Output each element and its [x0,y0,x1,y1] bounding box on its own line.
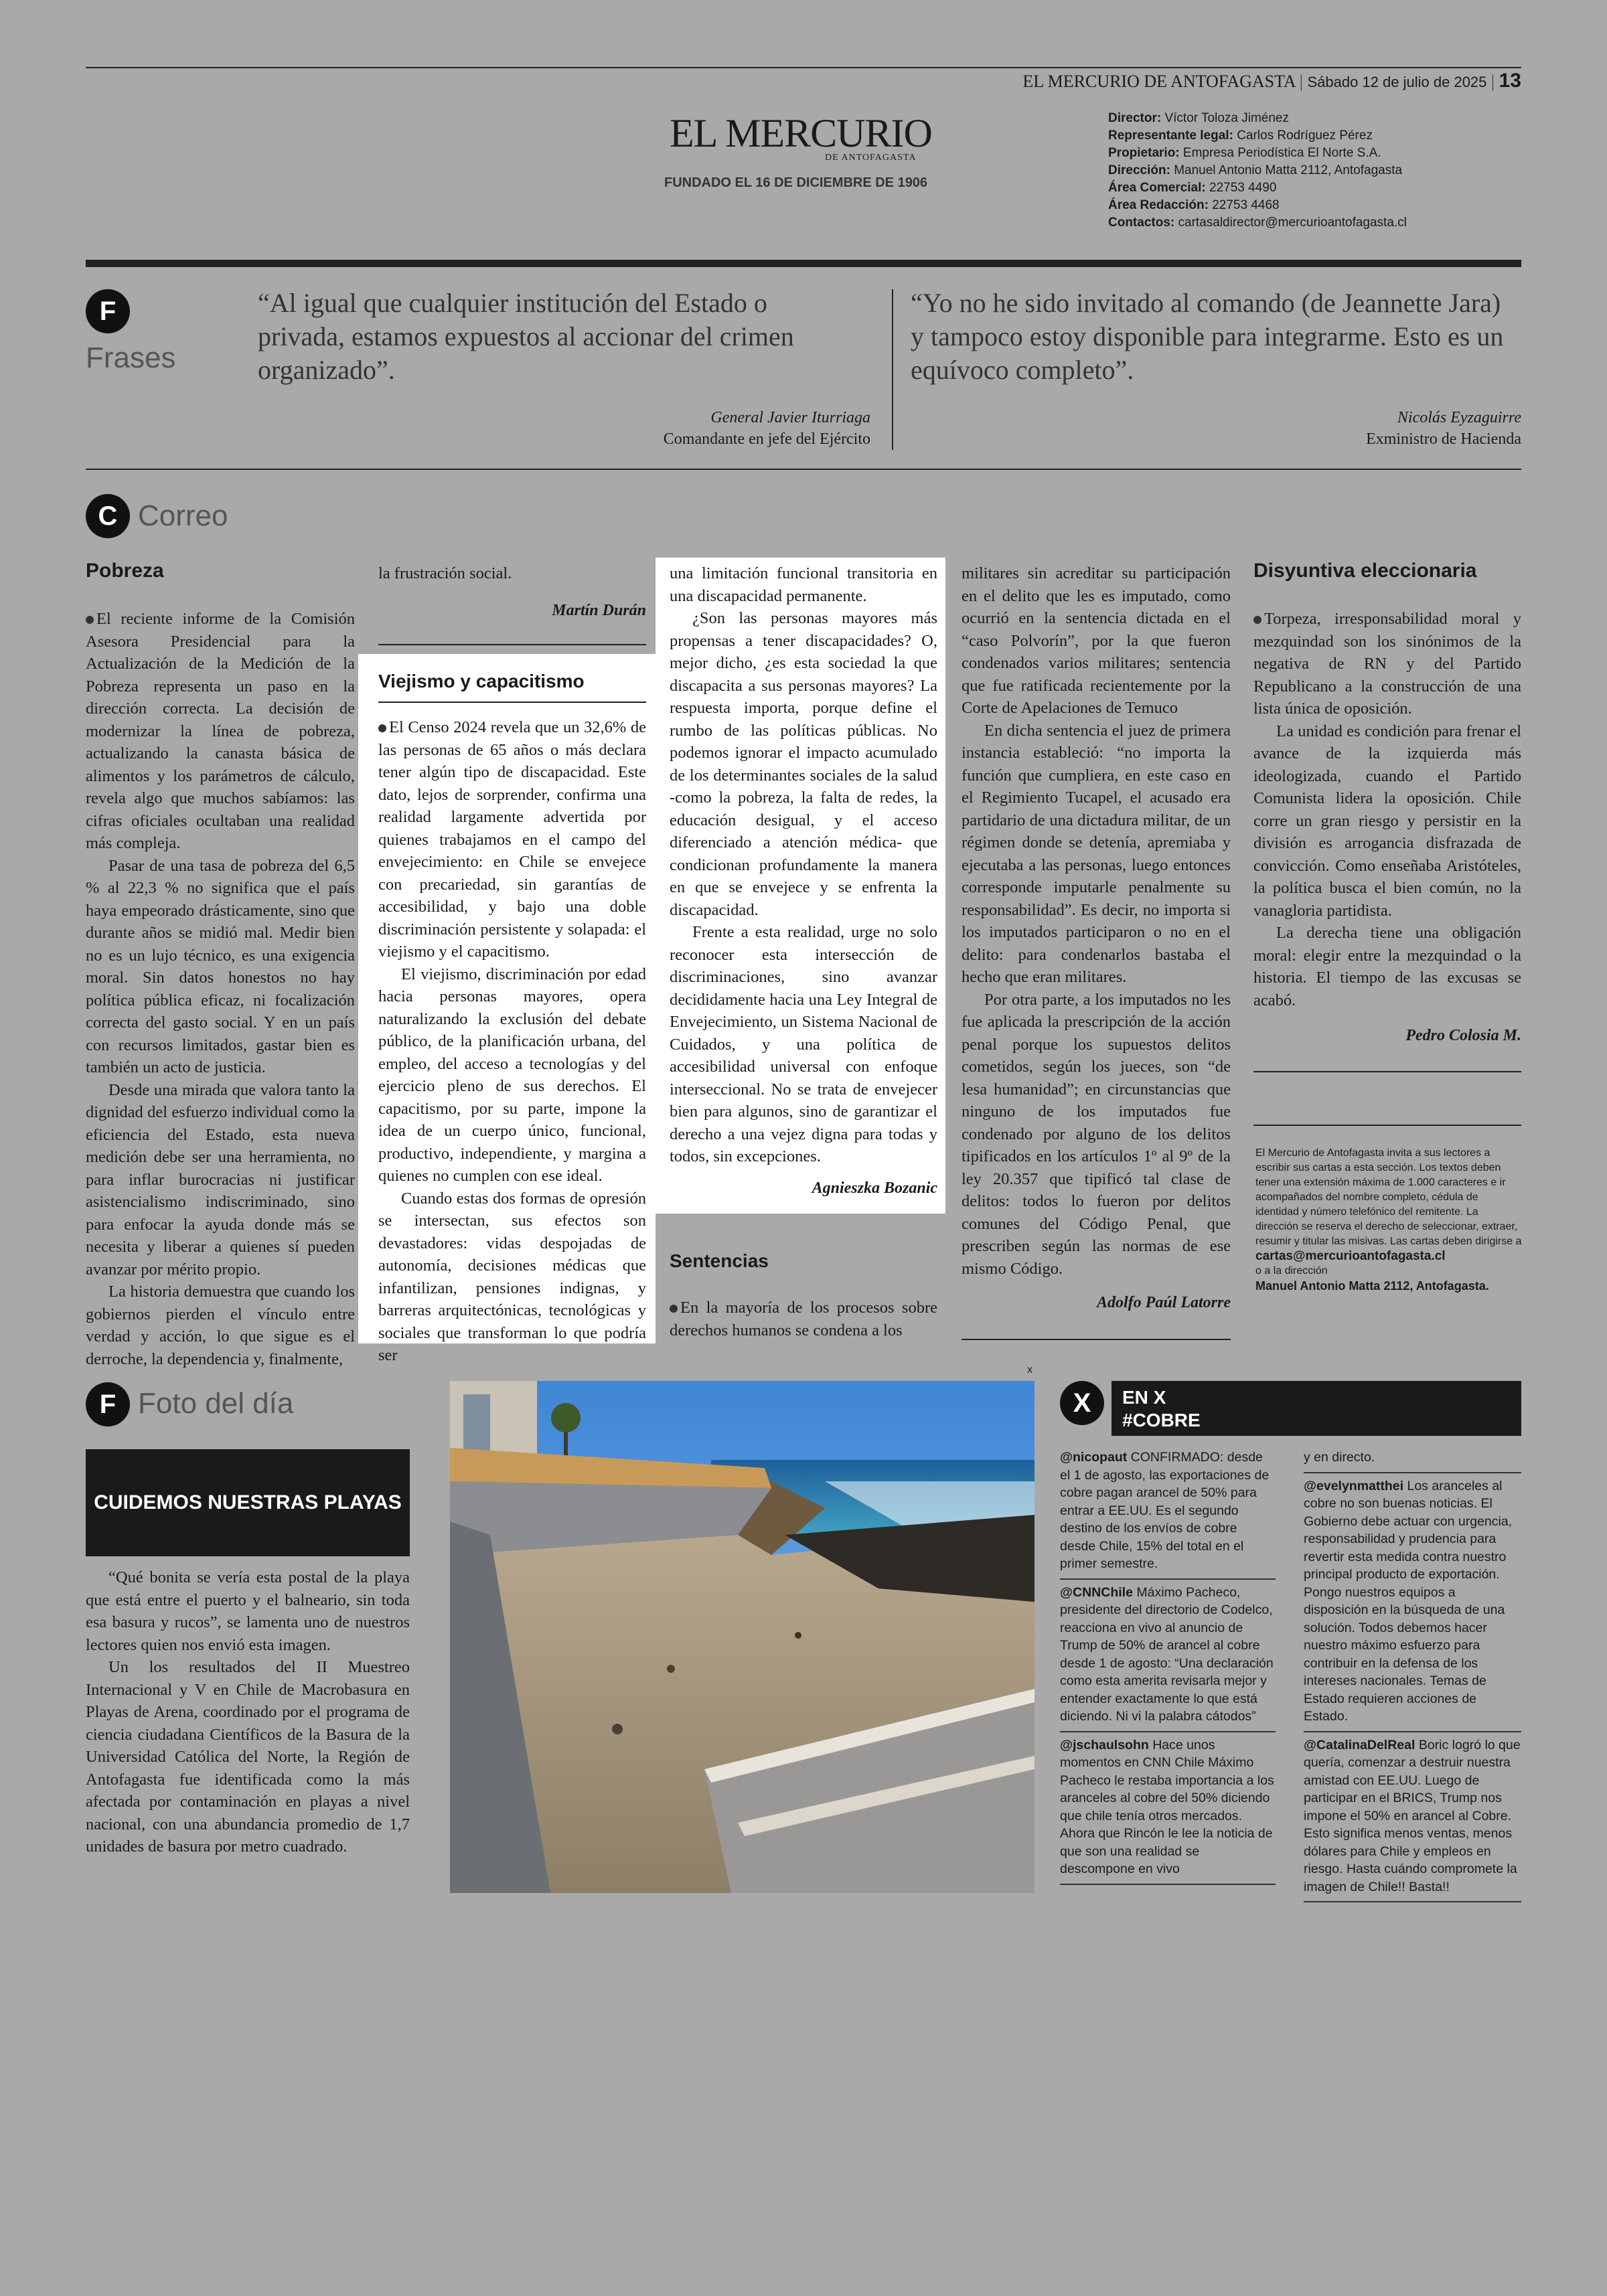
tweet-text: Hace unos momentos en CNN Chile Máximo Pacheco le restaba importancia a los aranceles al cobre del 50% diciendo que chile tenía otros mercados. Ahora que Rincón le lee la noticia de que son una realidad se descompone en vivo [1060,1737,1274,1876]
quote-1-author: General Javier Iturriaga [710,409,870,426]
masthead-value: 22753 4468 [1212,198,1280,212]
enx-title [1112,1381,1521,1436]
letters-or: o a la dirección [1255,1265,1328,1277]
running-head-date: Sábado 12 de julio de 2025 [1307,74,1487,90]
sentencias-title: Sentencias [670,1250,769,1271]
masthead-row [1108,162,1407,179]
viejismo-p5: ¿Son las personas mayores más propensas a tener discapacidades? O, mejor dicho, ¿es esta sociedad la que discapacita a sus personas mayores? La respuesta importa, porque define el rumbo de las políticas públicas. No podemos ignorar el impacto acumulado de los determinantes sociales de la salud -como la pobreza, la falta de redes, la educación desigual, y el acceso diferenciado a atención médica- que condicionan profundamente la manera en que se envejece y se enfrenta la discapacidad. [670,609,937,919]
tweet-handle[interactable]: @CatalinaDelReal [1304,1737,1415,1752]
masthead-row [1108,214,1407,232]
pobreza-p3: Desde una mirada que valora tanto la dignidad del esfuerzo individual como la eficiencia del Estado, esta nueva medición debe ser una herramienta, no para inflar burocracias ni justificar asistencialismo indiscriminado, sino para enfocar la ayuda donde más se necesita y liberar a quienes sí pueden avanzar por mérito propio. [86,1080,355,1279]
frases-title: Frases [86,341,176,374]
masthead-value: Carlos Rodríguez Pérez [1237,129,1373,143]
bullet-icon [378,724,386,732]
sentencias-p1: En la mayoría de los procesos sobre derechos humanos se condena a los [670,1299,937,1339]
masthead-value: cartasaldirector@mercurioantofagasta.cl [1178,216,1407,230]
bullet-icon [86,616,94,624]
tweet-text: CONFIRMADO: desde el 1 de agosto, las exportaciones de cobre pagan arancel de 50% para entrar a EE.UU. Es el segundo destino de los envíos de cobre desde Chile, 15% del total en el primer semestre. [1060,1450,1270,1571]
pobreza-p4: La historia demuestra que cuando los gobiernos pierden el vínculo entre verdad y acción, lo que sigue es el derroche, la dependencia y, finalmente, [86,1283,355,1368]
enx-title-line1: EN X [1122,1387,1166,1408]
correo-title: Correo [138,499,228,532]
masthead-label: Área Redacción: [1108,198,1209,212]
pobreza-p1: El reciente informe de la Comisión Asesora Presidencial para la Actualización de la Medición de la Pobreza representa un paso en la dirección correcta. La decisión de modernizar la línea de pobreza, actualizando la canasta básica de alimentos y los parámetros de cálculo, revela algo que muchos sabíamos: las cifras oficiales ocultaban una realidad más compleja. [86,610,355,852]
sentencias-paragraph [670,1297,937,1341]
bullet-icon [670,1305,678,1313]
masthead-label: Dirección: [1108,163,1170,177]
sentencias-body-col3 [670,1297,937,1341]
masthead-row [1108,179,1407,197]
viejismo-paragraph [378,716,646,963]
enx-col1 [1060,1445,1276,1885]
running-head: EL MERCURIO DE ANTOFAGASTA | Sábado 12 de julio de 2025 | 13 [1022,70,1521,92]
masthead-value: Empresa Periodística El Norte S.A. [1182,146,1381,160]
founded-line: FUNDADO EL 16 DE DICIEMBRE DE 1906 [664,175,928,190]
tweet-text: Los aranceles al cobre no son buenas noticias. El Gobierno debe actuar con urgencia, responsabilidad y prudencia para revertir esta medida contra nuestro principal producto de exportación. Pongo nuestros equipos a disposición en la búsqueda de una solución. Todos debemos hacer nuestro máximo esfuerzo para contribuir en la defensa de los intereses nacionales. Temas de Estado requieren acciones de Estado. [1304,1478,1513,1724]
disyuntiva-p3: La derecha tiene una obligación moral: elegir entre la mezquindad o la historia. El tiempo de las excusas se acabó. [1253,924,1521,1009]
x-logo-icon: X [1060,1381,1104,1425]
sentencias-p4: Por otra parte, a los imputados no les fue aplicada la prescripción de la acción penal porque los supuestos delitos cometidos, según los jueces, son “de lesa humanidad”; en circunstancias que ninguno de los imputados fue condenado por alguno de los delitos tipificados en los artículos 1º al 9º de la ley 20.357 que tipificó tal clase de delitos: todos lo fueron por delitos comunes del Código Penal, que prescriben según las normas de ese mismo Código. [962,990,1231,1278]
sentencias-author: Adolfo Paúl Latorre [1096,1294,1231,1311]
masthead-value: Manuel Antonio Matta 2112, Antofagasta [1174,163,1403,177]
tweet-text: Máximo Pacheco, presidente del directorio de Codelco, reacciona en vivo al anuncio de Trump de 50% de arancel al cobre desde 1 de agosto: “Una declaración como esta amerita revisarla mejor y entender exactamente lo que está diciendo. Ni vi la palabra cátodos” [1060,1584,1274,1724]
tweet-handle[interactable]: @evelynmatthei [1304,1478,1404,1493]
page-number: 13 [1499,70,1521,92]
foto-p1: “Qué bonita se vería esta postal de la playa que está entre el puerto y el balneario, sin toda esa basura y rucos”, se lamenta uno de nuestros lectores quien nos envió esta imagen. [86,1568,410,1654]
pobreza-body [86,608,355,1370]
foto-p2: Un los resultados del II Muestreo Internacional y V en Chile de Macrobasura en Playas de Arena, coordinado por el programa de ciencia ciudadana Científicos de la Basura de la Universidad Católica del Norte, la Región de Antofagasta fue identificada como la más afectada por contaminación en playas a nivel nacional, con una abundancia promedio de 1,7 unidades de basura por metro cuadrado. [86,1658,410,1856]
tweet [1304,1732,1521,1903]
disyuntiva-body [1253,608,1521,1048]
tweet [1060,1580,1276,1732]
enx-col2 [1304,1445,1521,1902]
pobreza-continuation-text: la frustración social. [378,564,512,582]
masthead-label: Contactos: [1108,216,1175,230]
quote-divider [892,289,893,450]
viejismo-p1: El Censo 2024 revela que un 32,6% de las personas de 65 años o más declara tener algún tipo de discapacidad. Este dato, lejos de sorprender, confirma una realidad largamente advertida por quienes trabajamos en el campo del envejecimiento: en Chile se envejece con precariedad, sin garantías de accesibilidad, y bajo una doble discriminación persistente y solapada: el viejismo y el capacitismo. [378,718,646,961]
pobreza-paragraph [86,608,355,855]
viejismo-title-rule [378,702,646,703]
letters-note [1255,1146,1523,1293]
quote-1: “Al igual que cualquier institución del Estado o privada, estamos expuestos al accionar del crimen organizado”. [258,288,794,385]
masthead [1108,110,1407,232]
quote-2-role: Exministro de Hacienda [1366,430,1521,448]
viejismo-body [378,716,646,1367]
beach-photo-svg [450,1381,1035,1893]
sentencias-end-rule [962,1339,1231,1340]
disyuntiva-p1: Torpeza, irresponsabilidad moral y mezquindad son los sinónimos de la negativa de RN y del Partido Republicano a la construcción de una lista única de oposición. [1253,610,1521,718]
masthead-label: Área Comercial: [1108,181,1206,195]
letters-note-text: El Mercurio de Antofagasta invita a sus lectores a escribir sus cartas a esta sección. Los textos deben tener una extensión máxima de 1.000 caracteres e ir acompañados del nombre completo, cédula de identidad y número telefónico del remitente. La dirección se reserva el derecho de seleccionar, extraer, resumir y titular las misivas. Las cartas deben dirigirse a [1255,1147,1522,1247]
masthead-row [1108,127,1407,145]
disyuntiva-author: Pedro Colosia M. [1405,1027,1521,1044]
bullet-icon [1253,616,1261,624]
letters-address: Manuel Antonio Matta 2112, Antofagasta. [1255,1279,1489,1293]
tweet-handle[interactable]: @jschaulsohn [1060,1737,1149,1752]
logo: EL MERCURIO [670,111,932,155]
disyuntiva-rule-2 [1253,1125,1521,1126]
viejismo-p3: Cuando estas dos formas de opresión se intersectan, sus efectos son devastadores: vidas despojadas de autonomía, decisiones médicas que infantilizan, pensiones indignas, y barreras arquitectónicas, tecnológicas y sociales que transforman lo que podría ser [378,1189,646,1364]
viejismo-title: Viejismo y capacitismo [378,671,585,691]
viejismo-author: Agnieszka Bozanic [812,1179,937,1197]
tweet-continuation: y en directo. [1304,1445,1521,1473]
foto-body [86,1566,410,1858]
quote-2-attribution [1158,407,1521,450]
viejismo-p4: una limitación funcional transitoria en una discapacidad permanente. [670,564,937,605]
tweet-text: Boric logró lo que quería, comenzar a destruir nuestra amistad con EE.UU. Luego de participar en el BRICS, Trump nos impone el 50% en arancel al Cobre. Esto significa menos ventas, menos dólares para Chile y empleos en riesgo. Hasta cuándo compromete la imagen de Chile!! Basta!! [1304,1737,1521,1894]
beach-photo [450,1381,1035,1893]
pobreza-title: Pobreza [86,560,164,582]
heavy-rule [86,260,1521,267]
pobreza-end-rule [378,644,646,645]
disyuntiva-paragraph [1253,608,1521,720]
quote-1-role: Comandante en jefe del Ejército [663,430,870,448]
frases-icon: F [86,289,130,333]
foto-headline: CUIDEMOS NUESTRAS PLAYAS [86,1449,410,1556]
tweet-handle[interactable]: @CNNChile [1060,1584,1133,1600]
logo-subtitle: DE ANTOFAGASTA [825,153,917,163]
enx-title-line2: #COBRE [1122,1410,1201,1430]
masthead-row [1108,145,1407,162]
quote-2-author: Nicolás Eyzaguirre [1397,409,1521,426]
disyuntiva-rule-1 [1253,1071,1521,1072]
viejismo-p6: Frente a esta realidad, urge no solo reconocer esta intersección de discriminaciones, sino avanzar decididamente hacia una Ley Integral de Envejecimiento, un Sistema Nacional de Cuidados, y una política de accesibilidad universal con enfoque interseccional. No se trata de envejecer bien para algunos, sino de garantizar el derecho a una vejez digna para todas y todos, sin excepciones. [670,923,937,1165]
viejismo-p2: El viejismo, discriminación por edad hacia personas mayores, opera naturalizando la exclusión del debate público, de la planificación urbana, del empleo, del acceso a tecnologías y del ejercicio pleno de sus derechos. El capacitismo, por su parte, impone la idea de un cuerpo único, funcional, productivo, independiente, y margina a quienes no cumplen con ese ideal. [378,965,646,1185]
close-icon: x [1027,1364,1032,1376]
tweet [1060,1445,1276,1580]
disyuntiva-title: Disyuntiva eleccionaria [1253,560,1477,582]
tweet [1304,1473,1521,1732]
pobreza-continuation [378,562,646,622]
masthead-label: Propietario: [1108,146,1180,160]
masthead-label: Director: [1108,111,1162,125]
quote-2: “Yo no he sido invitado al comando (de Jeannette Jara) y tampoco estoy disponible para integrarme. Esto es un equívoco completo”. [911,288,1504,385]
frases-bottom-rule [86,469,1521,470]
pobreza-author: Martín Durán [552,601,646,619]
masthead-value: Víctor Toloza Jiménez [1164,111,1289,125]
masthead-label: Representante legal: [1108,129,1233,143]
masthead-row [1108,197,1407,214]
tweet [1060,1732,1276,1885]
foto-title: Foto del día [138,1387,294,1420]
letters-email: cartas@mercurioantofagasta.cl [1255,1249,1446,1263]
quote-1-attribution [509,407,870,450]
masthead-row [1108,110,1407,127]
correo-icon: C [86,494,130,538]
foto-icon: F [86,1382,130,1426]
disyuntiva-p2: La unidad es condición para frenar el avance de la izquierda más ideologizada, cuando el Partido Comunista lidera la oposición. Chile corre un gran riesgo y persistir en la división es arrogancia disfrazada de convicción. Como enseñaba Aristóteles, la política busca el bien común, no la vanagloria partidista. [1253,722,1521,920]
pobreza-p2: Pasar de una tasa de pobreza del 6,5 % al 22,3 % no significa que el país haya empeorado drásticamente, sino que durante años se midió mal. Medir bien no es un lujo técnico, es una exigencia moral. Sin datos honestos no hay política pública eficaz, ni focalización correcta del gasto social. Y en un país con recursos limitados, gastar bien es también un acto de justicia. [86,856,355,1076]
viejismo-col3 [670,562,937,1200]
top-rule [86,67,1521,68]
sentencias-p2: militares sin acreditar su participación en el delito que les es imputado, como ocurrió en la sentencia dictada en el “caso Polvorín”, por la que fueron condenados varios militares; sentencia que fue ratificada recientemente por la Corte de Apelaciones de Temuco [962,564,1231,717]
running-head-title: EL MERCURIO DE ANTOFAGASTA [1022,72,1296,91]
sentencias-p3: En dicha sentencia el juez de primera instancia estableció: “no importa la función que cumpliera, en este caso en el Regimiento Tucapel, el acusado era partidario de una dictadura militar, de un régimen donde se detenía, apremiaba y ejecutaba a las personas, luego entonces corresponde imputarle penalmente su responsabilidad”. Es decir, no importa si los imputados participaron o no en el delito: para condenarlos bastaba el hecho que eran militares. [962,721,1231,986]
tweet-handle[interactable]: @nicopaut [1060,1450,1128,1465]
masthead-value: 22753 4490 [1209,181,1277,195]
sentencias-body-col4 [962,562,1231,1315]
